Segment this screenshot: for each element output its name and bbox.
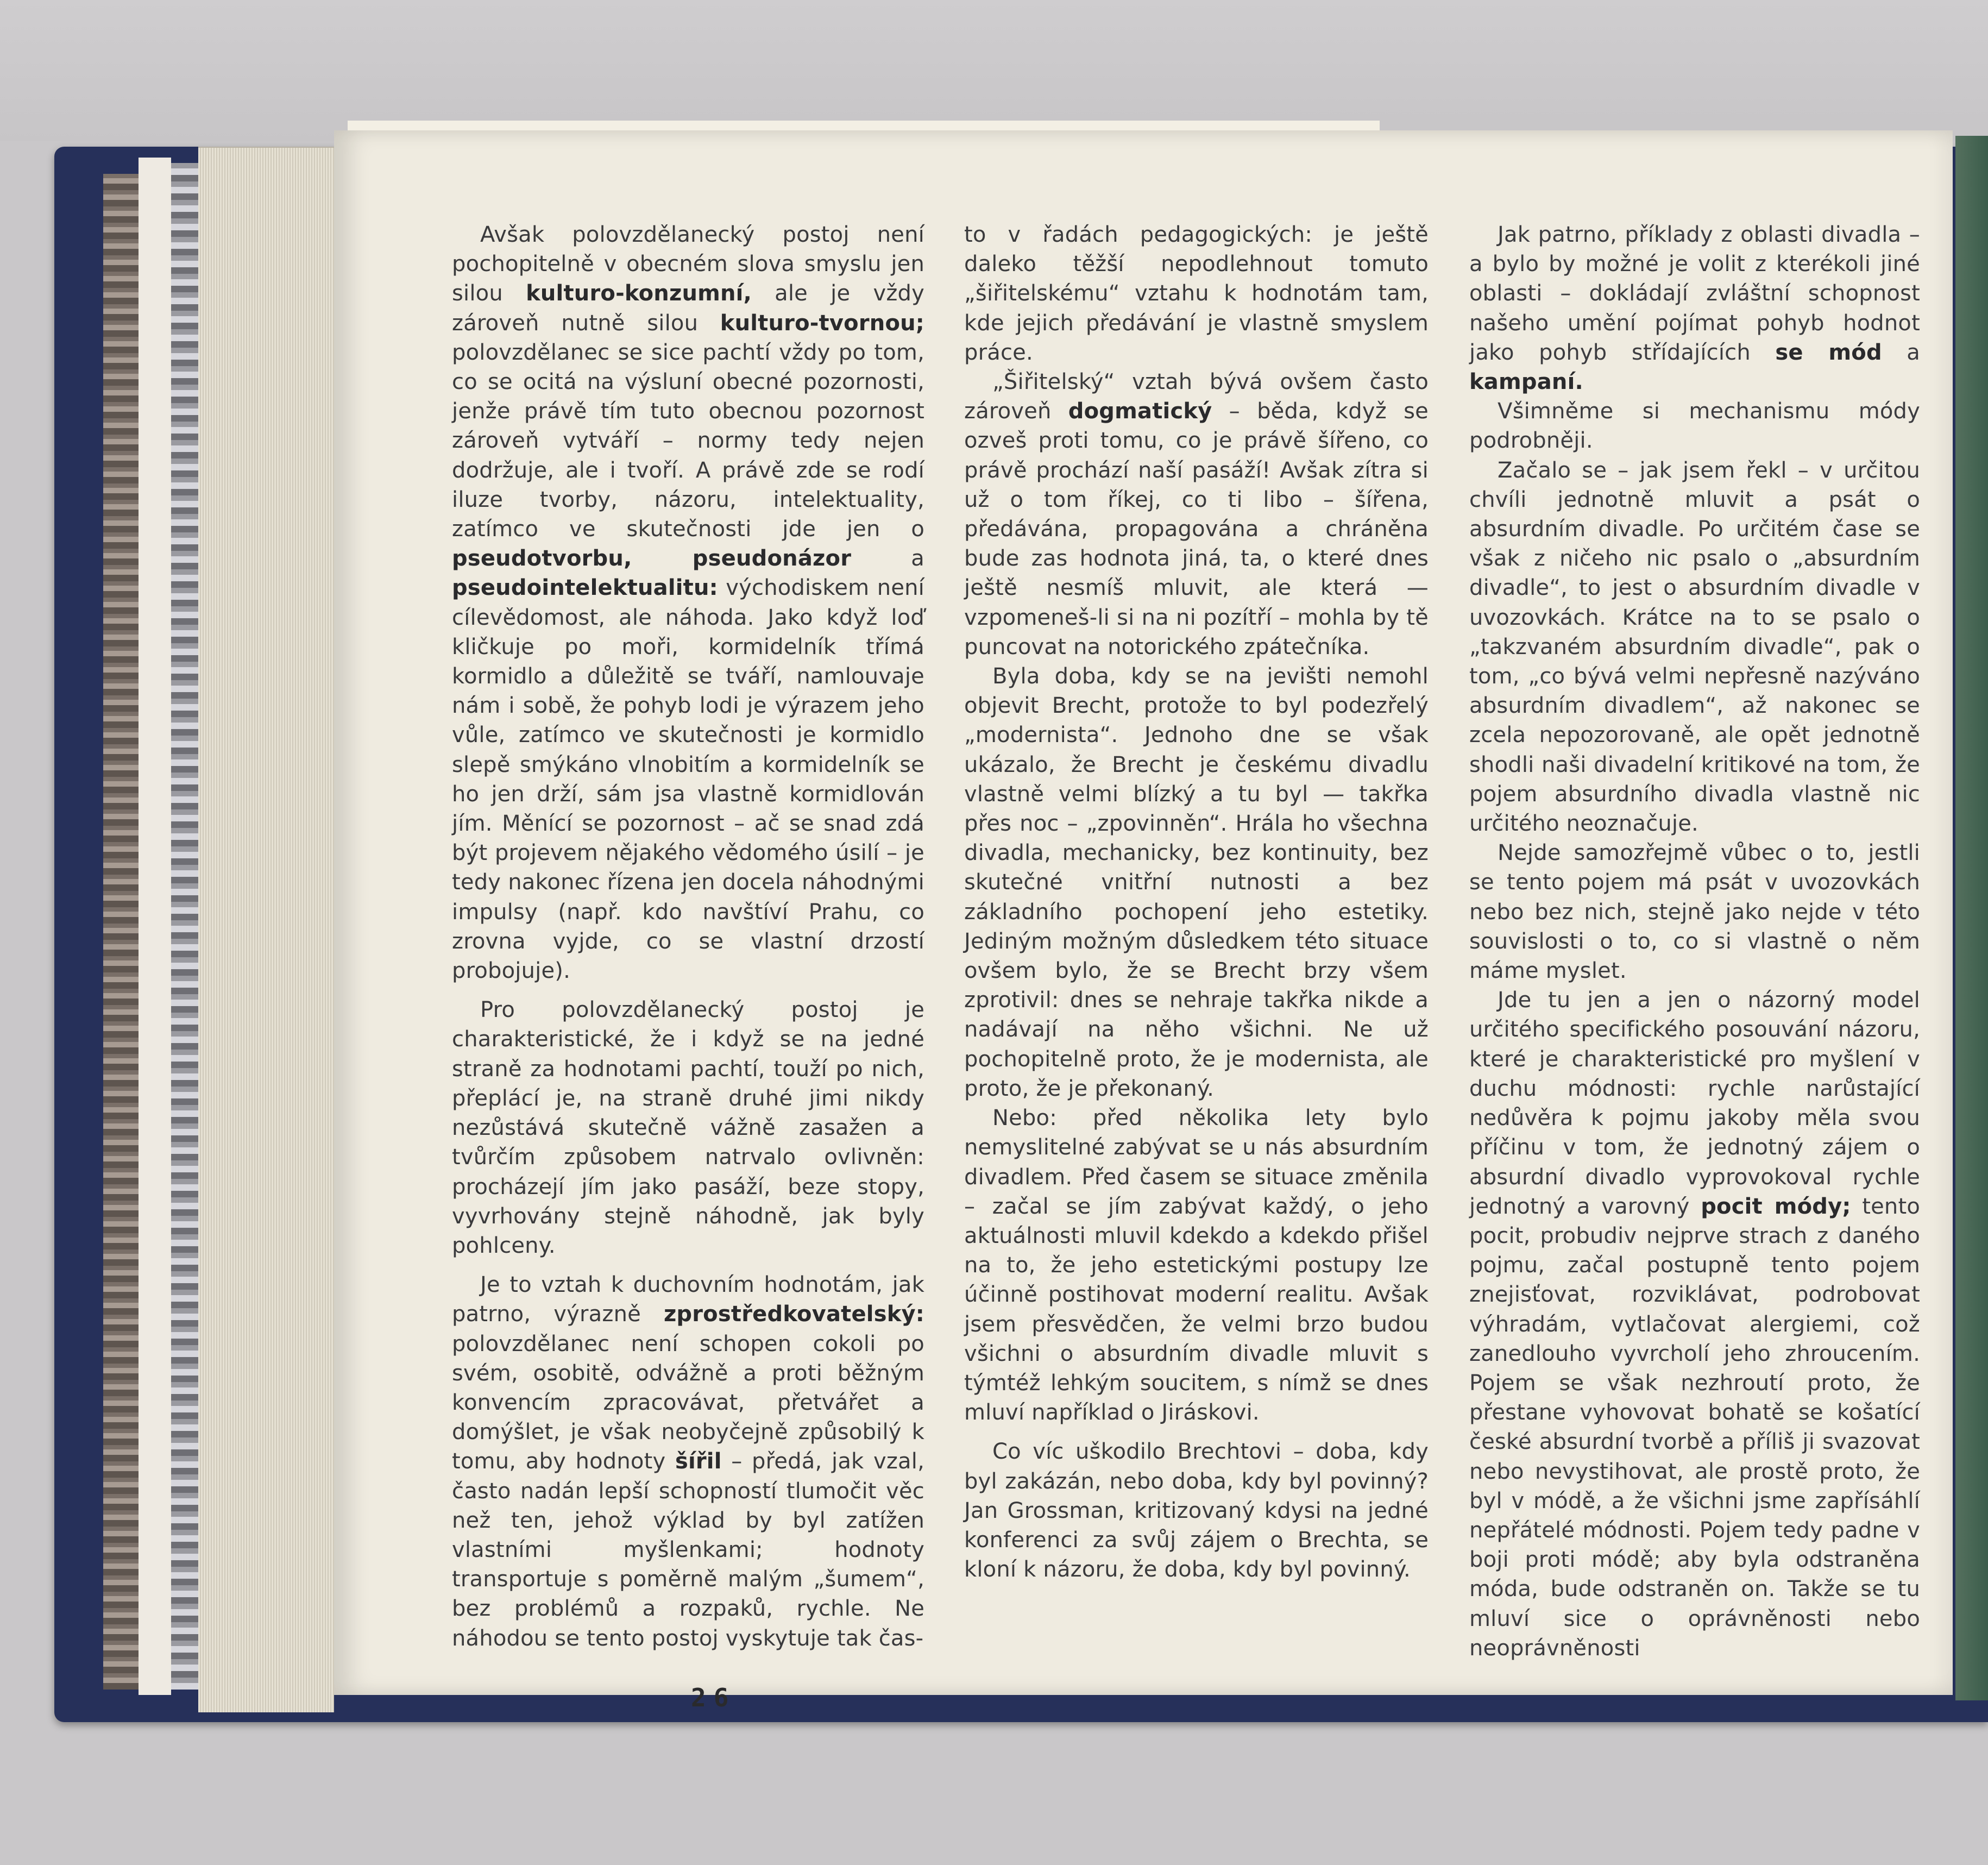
paragraph: Nejde samozřejmě vůbec o to, jestli se tento pojem má psát v uvozovkách nebo bez nich, stejně jako nejde v této souvislosti o to, co si vlastně o něm máme myslet. — [1469, 840, 1920, 984]
paragraph: Nebo: před několika lety bylo nemyslitelné zabývat se u nás absurdním divadlem. Před časem se situace změnila – začal se jím zabývat každý, o jeho aktuálnosti mluvil kdekdo a kdekdo přišel na to, že jeho estetickými postupy lze účinně postihovat moderní realitu. Avšak jsem přesvědčen, že velmi brzo budou všichni o absurdním divadle mluvit s týmtéž lehkým soucitem, s nímž se dnes mluví například o Jiráskovi. — [964, 1106, 1429, 1426]
emphasis: kampaní. — [1469, 369, 1583, 395]
paragraph: Pro polovzdělanecký postoj je charakteristické, že i když se na jedné straně za hodnotami pachtí, touží po nich, přeplácí je, na straně druhé jimi nikdy nezůstává skutečně vážně zasažen a tvůrčím způsobem natrvalo ovlivněn: procházejí jím jako pasáží, beze stopy, vyvrhovány stejně náhodně, jak byly pohlceny. — [452, 997, 924, 1258]
emphasis: se mód — [1775, 340, 1882, 365]
emphasis: šířil — [675, 1449, 722, 1474]
emphasis: kulturo-konzumní, — [526, 281, 752, 306]
emphasis: pocit módy; — [1701, 1194, 1851, 1219]
text-column-2 — [964, 220, 1429, 1584]
emphasis: zprostředkovatelský: — [663, 1302, 924, 1327]
page-edge-stack — [198, 147, 334, 1712]
emphasis: pseudotvorbu, pseudonázor — [452, 546, 852, 572]
text-column-3 — [1469, 220, 1920, 1663]
paragraph: to v řadách pedagogických: je ještě daleko těžší nepodlehnout tomuto „šiřitelskému“ vztahu k hodnotám tam, kde jejich předávání je vlastně smyslem práce. — [964, 222, 1429, 365]
paragraph: Byla doba, kdy se na jevišti nemohl objevit Brecht, protože to byl podezřelý „modernista“. Jednoho dne se však ukázalo, že Brecht je českému divadlu vlastně velmi blízký a tu byl — takřka přes noc – „zpovinněn“. Hrála ho všechna divadla, mechanicky, bez kontinuity, bez skutečné vnitřní nutnosti a bez základního pochopení jeho estetiky. Jediným možným důsledkem této situace ovšem bylo, že se Brecht brzy všem zprotivil: dnes se nehraje takřka nikde a nadávají na něho všichni. Ne už pochopitelně proto, že je modernista, ale proto, že je překonaný. — [964, 664, 1429, 1101]
paragraph: Všimněme si mechanismu módy podrobněji. — [1469, 399, 1920, 454]
background — [0, 0, 1988, 141]
page-number: 26 — [691, 1683, 737, 1712]
paragraph: Avšak polovzdělanecký postoj není pochopitelně v obecném slova smyslu jen silou kulturo-konzumní, ale je vždy zároveň nutně silou kulturo-tvornou; polovzdělanec se sice pachtí vždy po tom, co se ocitá na výsluní obecné pozornosti, jenže právě tím tuto obecnou pozornost zároveň vytváří – normy tedy nejen dodržuje, ale i tvoří. A právě zde se rodí iluze tvorby, názoru, intelektuality, zatímco ve skutečnosti jde jen o pseudotvorbu, pseudonázor a pseudointelektualitu: východiskem není cílevědomost, ale náhoda. Jako když loď kličkuje po moři, kormidelník třímá kormidlo a důležitě se tváří, namlouvaje nám i sobě, že pohyb lodi je výrazem jeho vůle, zatímco ve skutečnosti je kormidlo slepě smýkáno vlnobitím a kormidelník se ho jen drží, sám jsa vlastně kormidlován jím. Měnící se pozornost – ač se snad zdá být projevem nějakého vědomého úsilí – je tedy nakonec řízena jen docela náhodnými impulsy (např. kdo navštíví Prahu, co zrovna vyjde, co se vlastní drzostí probojuje). — [452, 222, 925, 984]
text-column-1 — [452, 220, 924, 1653]
paragraph: Začalo se – jak jsem řekl – v určitou chvíli jednotně mluvit a psát o absurdním divadle. Po určitém čase se však z ničeho nic psalo o „absurdním divadle“, to jest o absurdním divadle v uvozovkách. Krátce na to se psalo o „takzvaném absurdním divadle“, pak o tom, „co bývá velmi nepřesně nazýváno absurdním divadlem“, až nakonec se zcela nepozorovaně, ale opět jednotně shodli naši divadelní kritikové na tom, že pojem absurdního divadla vlastně nic určitého neoznačuje. — [1469, 457, 1920, 837]
page-edge-stack — [139, 158, 171, 1695]
paragraph: Co víc uškodilo Brechtovi – doba, kdy byl zakázán, nebo doba, kdy byl povinný? Jan Grossman, kritizovaný kdysi na jedné konferenci za svůj zájem o Brechta, se kloní k názoru, že doba, kdy byl povinný. — [964, 1439, 1429, 1583]
page-edge-stack — [103, 174, 141, 1690]
book-cover-edge — [1955, 136, 1988, 1700]
page-edge-stack — [171, 163, 198, 1690]
paragraph: Je to vztah k duchovním hodnotám, jak patrno, výrazně zprostředkovatelský: polovzdělanec není schopen cokoli po svém, osobitě, odvážně a proti běžným konvencím zpracovávat, přetvářet a domýšlet, je však neobyčejně způsobilý k tomu, aby hodnoty šířil – předá, jak vzal, často nadán lepší schopností tlumočit věc než ten, jehož výklad by byl zatížen vlastními myšlenkami; hodnoty transportuje s poměrně malým „šumem“, bez problémů a rozpaků, rychle. Ne náhodou se tento postoj vyskytuje tak čas- — [452, 1272, 924, 1651]
emphasis: pseudointelektualitu: — [452, 575, 718, 601]
paragraph: Jde tu jen a jen o názorný model určitého specifického posouvání názoru, které je charakteristické pro myšlení v duchu módnosti: rychle narůstající nedůvěra k pojmu jakoby měla svou příčinu v tom, že jednotný zájem o absurdní divadlo vyprovokoval rychle jednotný a varovný pocit módy; tento pocit, probudiv nejprve strach z daného pojmu, začal postupně tento pojem znejisťovat, rozviklávat, podrobovat výhradám, vytlačovat alergiemi, což zanedlouho vyvrcholí jeho zhroucením. Pojem se však nezhroutí proto, že přestane vyhovovat bohatě se košatící české absurdní tvorbě a příliš ji svazovat nebo nevystihovat, ale prostě proto, že byl v módě, a že všichni jsme zapřísáhlí nepřátelé módnosti. Pojem tedy padne v boji proti módě; aby byla odstraněna móda, bude odstraněn on. Takže se tu mluví sice o oprávněnosti nebo neoprávněnosti — [1469, 988, 1920, 1661]
paragraph: „Šiřitelský“ vztah bývá ovšem často zároveň dogmatický – běda, když se ozveš proti tomu, co je právě šířeno, co právě prochází naší pasáží! Avšak zítra si už o tom říkej, co ti libo – šířena, předávána, propagována a chráněna bude zas hodnota jiná, ta, o které dnes ještě nesmíš mluvit, ale která — vzpomeneš-li si na ni pozítří – mohla by tě puncovat na notorického zpátečníka. — [964, 369, 1429, 660]
emphasis: kulturo-tvornou; — [720, 310, 924, 336]
emphasis: dogmatický — [1068, 399, 1212, 424]
paragraph: Jak patrno, příklady z oblasti divadla – a bylo by možné je volit z kterékoli jiné oblasti – dokládají zvláštní schopnost našeho umění pojímat pohyb hodnot jako pohyb střídajících se mód a kampaní. — [1469, 222, 1920, 395]
